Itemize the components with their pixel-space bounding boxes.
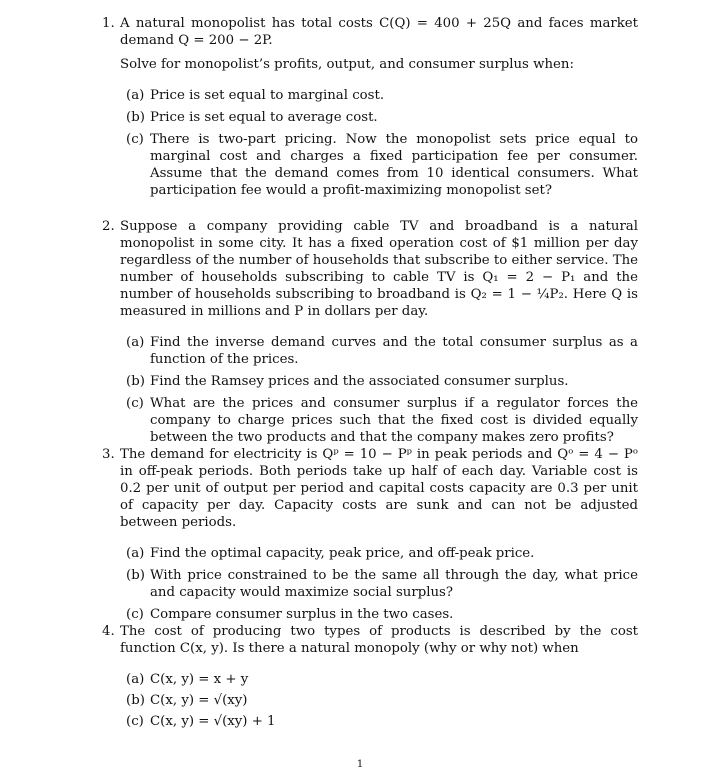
subpart-text: Find the optimal capacity, peak price, and off-peak price. (150, 546, 535, 561)
subpart-formula: C(x, y) = √(xy) (150, 693, 248, 708)
subpart-label: (c) (126, 396, 144, 411)
subpart (126, 692, 638, 709)
problem-3 (102, 446, 638, 623)
problem-statement: The demand for electricity is Qᵖ = 10 − Pᵖ in peak periods and Qᵒ = 4 − Pᵒ in off-peak periods. Both periods take up half of each day. Variable cost is 0.2 per unit of output per period and capital costs capacity are 0.3 per unit of capacity per day. Capacity costs are sunk and can not be adjusted between periods. (120, 447, 638, 530)
problem-lead: Solve for monopolist’s profits, output, and consumer surplus when: (120, 57, 574, 72)
problem-statement: A natural monopolist has total costs C(Q) = 400 + 25Q and faces market demand Q = 200 − 2P. (120, 16, 638, 48)
page-number: 1 (356, 759, 364, 770)
problem-text (120, 623, 638, 657)
problem-2 (102, 218, 638, 446)
problem-text (120, 218, 638, 320)
subpart (126, 109, 638, 126)
subpart-formula: C(x, y) = x + y (150, 672, 249, 687)
subpart-formula: C(x, y) = √(xy) + 1 (150, 714, 276, 729)
subpart (126, 606, 638, 623)
subpart (126, 334, 638, 368)
problem-number: 1. (102, 16, 115, 31)
subpart (126, 545, 638, 562)
subpart-label: (a) (126, 88, 145, 103)
problem-4 (102, 623, 638, 730)
subpart (126, 671, 638, 688)
problem-number: 2. (102, 219, 115, 234)
subpart-text: What are the prices and consumer surplus if a regulator forces the company to charge prices such that the fixed cost is divided equally between the two products and that the company makes zero profits? (150, 396, 638, 445)
subpart (126, 713, 638, 730)
subpart-text: There is two-part pricing. Now the monopolist sets price equal to marginal cost and charges a fixed participation fee per consumer. Assume that the demand comes from 10 identical consumers. What participation fee would a profit-maximizing monopolist set? (150, 132, 638, 198)
problem-statement: The cost of producing two types of products is described by the cost function C(x, y). Is there a natural monopoly (why or why not) when (120, 624, 638, 656)
subpart (126, 373, 638, 390)
subpart-label: (b) (126, 374, 145, 389)
subpart-label: (c) (126, 714, 144, 729)
problem-number: 3. (102, 447, 115, 462)
problem-number: 4. (102, 624, 115, 639)
subpart-text: Price is set equal to marginal cost. (150, 88, 385, 103)
problem-1 (102, 15, 638, 199)
subpart (126, 567, 638, 601)
subpart-text: With price constrained to be the same all through the day, what price and capacity would maximize social surplus? (150, 568, 638, 600)
subpart (126, 87, 638, 104)
subpart-label: (c) (126, 607, 144, 622)
problem-text (120, 446, 638, 531)
subpart-text: Compare consumer surplus in the two cases. (150, 607, 454, 622)
subpart-label: (a) (126, 546, 145, 561)
subpart-text: Price is set equal to average cost. (150, 110, 378, 125)
subpart-text: Find the inverse demand curves and the total consumer surplus as a function of the prices. (150, 335, 638, 367)
subpart-label: (a) (126, 335, 145, 350)
subpart-label: (b) (126, 693, 145, 708)
subpart-text: Find the Ramsey prices and the associated consumer surplus. (150, 374, 569, 389)
subpart-label: (b) (126, 110, 145, 125)
problem-statement: Suppose a company providing cable TV and broadband is a natural monopolist in some city. It has a fixed operation cost of $1 million per day regardless of the number of households that subscribe to either service. The number of households subscribing to cable TV is Q₁ = 2 − P₁ and the number of households subscribing to broadband is Q₂ = 1 − ¼P₂. Here Q is measured in millions and P in dollars per day. (120, 219, 638, 319)
problem-text (120, 15, 638, 73)
subpart (126, 395, 638, 446)
subpart-label: (a) (126, 672, 145, 687)
subpart (126, 131, 638, 199)
subpart-label: (c) (126, 132, 144, 147)
subpart-label: (b) (126, 568, 145, 583)
